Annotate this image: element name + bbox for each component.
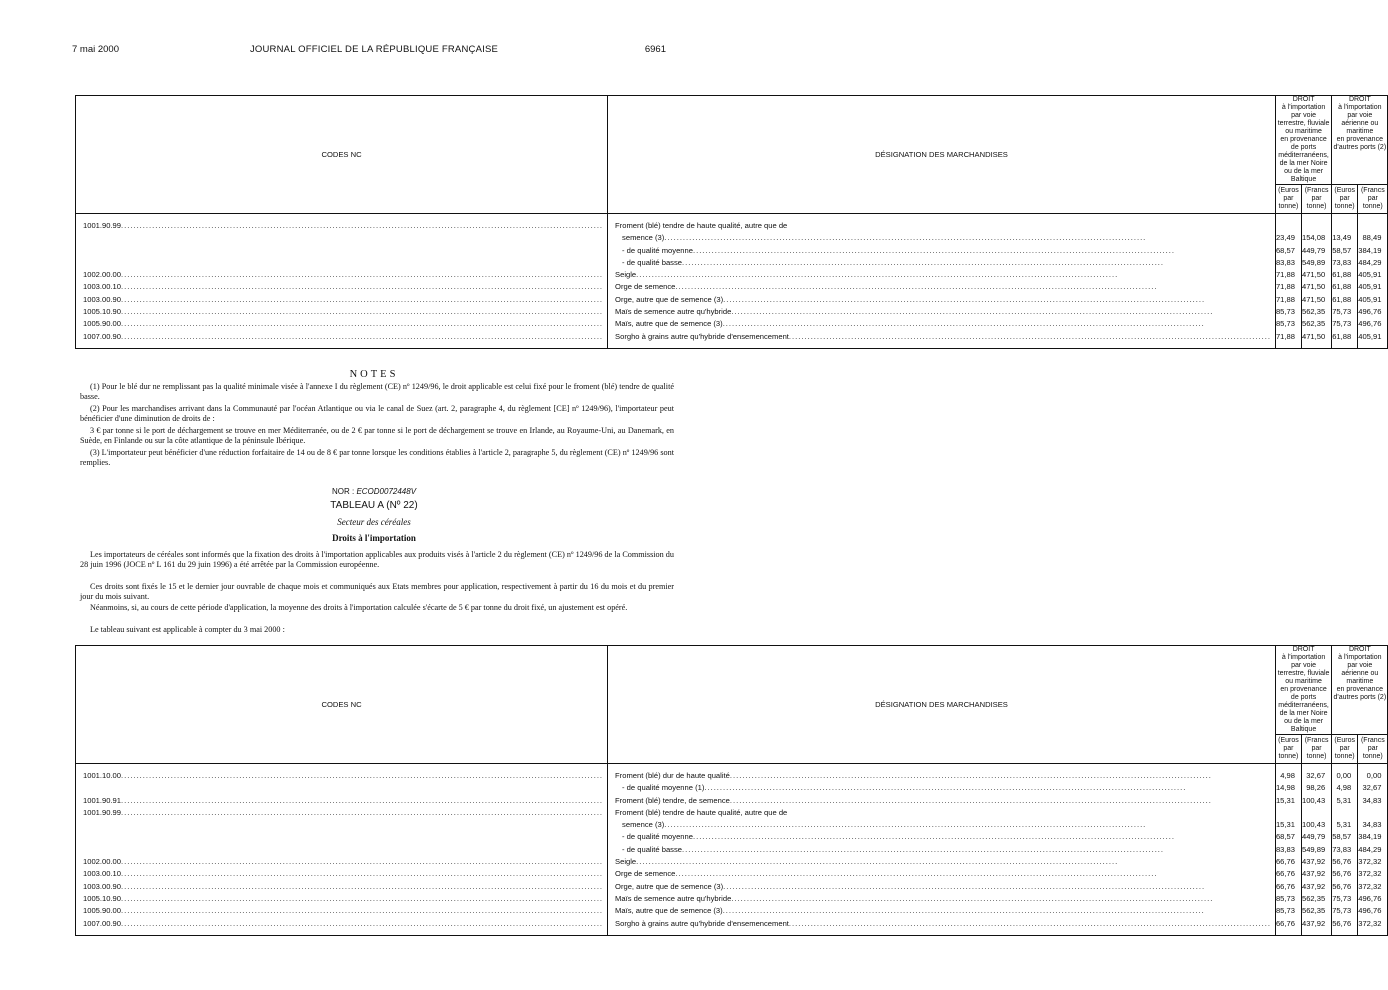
duty-value: 73,83 xyxy=(1332,844,1352,854)
duty-value: 66,76 xyxy=(1275,857,1295,867)
duty-value: 61,88 xyxy=(1332,282,1352,292)
duty-value: 23,49 xyxy=(1275,233,1295,243)
codes-nc-header: CODES NC xyxy=(76,96,608,214)
header-line: (Euros xyxy=(1278,187,1299,194)
designation-item: Maïs, autre que de semence (3) ..... xyxy=(608,318,1275,330)
duty-value: 437,92 xyxy=(1301,918,1326,928)
header-line: DROIT xyxy=(1348,96,1371,103)
paragraph-3: Néanmoins, si, au cours de cette période d'application, la moyenne des droits à l'importation calculée s'écarte de 5 € par tonne du droit fixé, un ajustement est opéré. xyxy=(90,603,628,612)
duty-value: 405,91 xyxy=(1358,331,1382,341)
header-line: méditerranéens, xyxy=(1278,152,1329,159)
note-2-detail: 3 € par tonne si le port de déchargement se trouve en mer Méditerranée, ou de 2 € par tonne si le port de déchargement se trouve en Irlande, au Royaume-Uni, au Danemark, en Suède, en Finlande ou sur la côte atlantique de la péninsule Ibérique. xyxy=(80,426,674,446)
header-line: terrestre, fluviale ou maritime xyxy=(1277,120,1330,135)
header-line: par tonne) xyxy=(1306,195,1327,210)
francs-column-1 xyxy=(1301,214,1331,349)
droits-heading: Droits à l'importation xyxy=(332,533,416,543)
page-date: 7 mai 2000 xyxy=(72,44,120,55)
paragraph-1: Les importateurs de céréales sont informés que la fixation des droits à l'importation applicables aux produits visés à l'article 2 du règlement (CE) nº 1249/96 de la Commission du 28 juin 1996 (JOCE nº L 161 du 29 juin 1996) a été arrêtée par la Commission européenne. xyxy=(80,550,674,570)
note-3: (3) L'importateur peut bénéficier d'une réduction forfaitaire de 14 ou de 8 € par tonne lorsque les conditions établies à l'article 2, paragraphe 5, du règlement (CE) nº 1249/96 sont remplies. xyxy=(80,448,674,468)
secteur-title: Secteur des céréales xyxy=(337,517,411,527)
header-line: à l'importation par voie xyxy=(1281,104,1326,119)
francs-column-2 xyxy=(1358,214,1388,349)
duty-value: 384,19 xyxy=(1358,832,1382,842)
duty-value: 484,29 xyxy=(1358,257,1382,267)
codes-column xyxy=(76,764,608,936)
duty-value: 34,83 xyxy=(1362,820,1382,830)
euros-header xyxy=(1332,185,1358,214)
duty-value: 100,43 xyxy=(1301,795,1326,805)
header-line: de la mer Noire xyxy=(1279,160,1328,167)
designation-item: Froment (blé) tendre de haute qualité, autre que de xyxy=(615,807,788,817)
header-line: (Euros xyxy=(1334,737,1356,744)
designation-item: Orge, autre que de semence (3) ..... xyxy=(608,881,1275,893)
duty-value xyxy=(1332,220,1351,232)
duties-table-1 xyxy=(75,95,1388,349)
duty-value: 85,73 xyxy=(1275,893,1295,903)
duty-value: 88,49 xyxy=(1362,233,1382,243)
duty-value: 66,76 xyxy=(1275,918,1295,928)
header-line: DROIT xyxy=(1348,646,1371,653)
designation-item: Sorgho à grains autre qu'hybride d'ensemencement ..... xyxy=(608,918,1275,930)
duty-value xyxy=(1302,807,1325,819)
duty-value: 15,31 xyxy=(1275,795,1295,805)
duty-value: 372,32 xyxy=(1358,857,1382,867)
designation-item: Orge de semence ..... xyxy=(608,281,1275,293)
duty-value: 75,73 xyxy=(1332,906,1352,916)
header-line: (Francs xyxy=(1304,187,1329,194)
tableau-title: TABLEAU A (Nº 22) xyxy=(330,500,418,511)
designation-item: Seigle ..... xyxy=(608,856,1275,868)
header-line: par tonne) xyxy=(1306,745,1327,760)
duty-value: 32,67 xyxy=(1306,771,1326,780)
header-line: en provenance xyxy=(1336,686,1383,693)
code-nc xyxy=(76,844,607,856)
duty-value: 58,57 xyxy=(1332,832,1352,842)
code-nc: 1003.00.10 ..... xyxy=(76,281,607,293)
duty-value: 471,50 xyxy=(1301,270,1326,280)
code-nc: 1002.00.00 ..... xyxy=(76,269,607,281)
duty-value: 68,57 xyxy=(1275,832,1295,842)
header-line: (Francs xyxy=(1360,187,1385,194)
duty-value xyxy=(1302,220,1325,232)
page-number: 6961 xyxy=(644,44,666,55)
header-line: par tonne) xyxy=(1334,195,1355,210)
designation-item: Maïs de semence autre qu'hybride ..... xyxy=(608,893,1275,905)
duty-value: 562,35 xyxy=(1301,319,1326,329)
code-nc xyxy=(76,782,607,794)
duty-value: 562,35 xyxy=(1301,893,1326,903)
header-line: par tonne) xyxy=(1334,745,1355,760)
duty-value: 471,50 xyxy=(1301,282,1326,292)
duty-value: 562,35 xyxy=(1301,906,1326,916)
code-nc: 1005.10.90 ..... xyxy=(76,893,607,905)
code-nc xyxy=(76,819,607,831)
code-nc: 1001.90.99 ..... xyxy=(76,807,607,819)
duty-value: 56,76 xyxy=(1332,857,1352,867)
nor-value: ECOD0072448V xyxy=(356,487,417,496)
francs-column-2 xyxy=(1358,764,1388,936)
designation-item: - de qualité moyenne (1) ..... xyxy=(608,782,1275,794)
duty-value: 5,31 xyxy=(1336,795,1352,805)
duty-value: 0,00 xyxy=(1366,771,1382,780)
duty-value: 496,76 xyxy=(1358,319,1382,329)
duty-value: 66,76 xyxy=(1275,869,1295,879)
duty-value: 372,32 xyxy=(1358,881,1382,891)
header-line: de la mer Noire xyxy=(1279,710,1328,717)
designation-header: DÉSIGNATION DES MARCHANDISES xyxy=(608,96,1276,214)
duty-value: 437,92 xyxy=(1301,857,1326,867)
duty-value: 471,50 xyxy=(1301,331,1326,341)
duty-value: 71,88 xyxy=(1275,331,1295,341)
designation-item: Froment (blé) tendre de haute qualité, autre que de xyxy=(615,221,788,230)
francs-header xyxy=(1301,185,1331,214)
code-nc xyxy=(76,232,607,244)
duty-value: 66,76 xyxy=(1275,881,1295,891)
code-nc: 1007.00.90 ..... xyxy=(76,918,607,930)
duty-value: 449,79 xyxy=(1301,832,1326,842)
droit-header-2 xyxy=(1332,646,1388,735)
designation-item: Seigle ..... xyxy=(608,269,1275,281)
designation-item: Orge, autre que de semence (3) ..... xyxy=(608,294,1275,306)
paragraph-2: Ces droits sont fixés le 15 et le dernier jour ouvrable de chaque mois et communiqués aux Etats membres pour application, respectivement à partir du 16 du mois et du premier jour du mois suivant. xyxy=(80,582,674,602)
duty-value: 71,88 xyxy=(1275,282,1295,292)
codes-column xyxy=(76,214,608,349)
nor-reference xyxy=(0,487,748,496)
designation-item: - de qualité moyenne ..... xyxy=(608,831,1275,843)
header-line: aérienne ou maritime xyxy=(1341,670,1379,685)
duty-value: 0,00 xyxy=(1336,771,1352,780)
droit-header-1 xyxy=(1275,96,1331,185)
duty-value: 56,76 xyxy=(1332,881,1352,891)
euros-header xyxy=(1275,185,1301,214)
code-nc xyxy=(76,245,607,257)
duty-value: 100,43 xyxy=(1301,820,1326,830)
francs-column-1 xyxy=(1301,764,1331,936)
duty-value: 83,83 xyxy=(1275,844,1295,854)
paragraph-4: Le tableau suivant est applicable à compter du 3 mai 2000 : xyxy=(90,625,285,634)
header-line: par tonne) xyxy=(1278,745,1299,760)
francs-header xyxy=(1358,735,1388,764)
header-line: en provenance de ports xyxy=(1280,686,1327,701)
duty-value xyxy=(1358,807,1381,819)
euros-column-2 xyxy=(1332,764,1358,936)
header-line: d'autres ports (2) xyxy=(1333,694,1387,701)
designation-item: Maïs de semence autre qu'hybride ..... xyxy=(608,306,1275,318)
code-nc xyxy=(76,257,607,269)
designation-item: semence (3) ..... xyxy=(608,819,1275,831)
designation-item: Orge de semence ..... xyxy=(608,868,1275,880)
code-nc xyxy=(76,831,607,843)
designation-item: - de qualité basse ..... xyxy=(608,257,1275,269)
code-nc: 1002.00.00 ..... xyxy=(76,856,607,868)
header-line: terrestre, fluviale ou maritime xyxy=(1277,670,1330,685)
duty-value xyxy=(1276,220,1295,232)
header-line: d'autres ports (2) xyxy=(1333,144,1387,151)
duty-value: 549,89 xyxy=(1301,844,1326,854)
duty-value: 496,76 xyxy=(1358,307,1382,317)
duty-value xyxy=(1358,220,1381,232)
duty-value: 5,31 xyxy=(1336,820,1352,830)
designation-item: semence (3) ..... xyxy=(608,232,1275,244)
code-nc: 1005.90.00 ..... xyxy=(76,318,607,330)
header-line: DROIT xyxy=(1292,96,1315,103)
duty-value: 56,76 xyxy=(1332,918,1352,928)
code-nc: 1005.10.90 ..... xyxy=(76,306,607,318)
header-line: en provenance xyxy=(1336,136,1383,143)
euros-column-2 xyxy=(1332,214,1358,349)
francs-header xyxy=(1301,735,1331,764)
duty-value: 68,57 xyxy=(1275,245,1295,255)
duty-value: 496,76 xyxy=(1358,893,1382,903)
duty-value: 61,88 xyxy=(1332,331,1352,341)
duty-value: 372,32 xyxy=(1358,918,1382,928)
duty-value xyxy=(1276,807,1295,819)
header-line: par tonne) xyxy=(1278,195,1299,210)
duty-value xyxy=(1332,807,1351,819)
header-line: en provenance de ports xyxy=(1280,136,1327,151)
duty-value: 562,35 xyxy=(1301,307,1326,317)
duty-value: 372,32 xyxy=(1358,869,1382,879)
header-line: à l'importation par voie xyxy=(1338,654,1382,669)
droit-header-2 xyxy=(1332,96,1388,185)
header-line: (Euros xyxy=(1278,737,1299,744)
duty-value: 32,67 xyxy=(1362,783,1382,793)
code-nc: 1003.00.90 ..... xyxy=(76,881,607,893)
header-line: DROIT xyxy=(1292,646,1315,653)
code-nc: 1003.00.90 ..... xyxy=(76,294,607,306)
header-line: ou de la mer Baltique xyxy=(1284,718,1324,733)
header-line: (Euros xyxy=(1334,187,1356,194)
duty-value: 384,19 xyxy=(1358,245,1382,255)
header-line: ou de la mer Baltique xyxy=(1284,168,1324,183)
header-line: (Francs xyxy=(1304,737,1329,744)
code-nc: 1001.90.99 ..... xyxy=(76,220,607,232)
duty-value: 85,73 xyxy=(1275,319,1295,329)
duty-value: 4,98 xyxy=(1336,783,1352,793)
notes-title: NOTES xyxy=(349,369,399,380)
duty-value: 75,73 xyxy=(1332,319,1352,329)
duty-value: 71,88 xyxy=(1275,270,1295,280)
designation-item: - de qualité moyenne ..... xyxy=(608,245,1275,257)
duty-value: 61,88 xyxy=(1332,270,1352,280)
duty-value: 449,79 xyxy=(1301,245,1326,255)
duty-value: 437,92 xyxy=(1301,869,1326,879)
code-nc: 1001.90.91 ..... xyxy=(76,795,607,807)
duty-value: 58,57 xyxy=(1332,245,1352,255)
duty-value: 4,98 xyxy=(1280,771,1295,780)
codes-nc-header: CODES NC xyxy=(76,646,608,764)
designation-item: Maïs, autre que de semence (3) ..... xyxy=(608,905,1275,917)
duty-value: 405,91 xyxy=(1358,270,1382,280)
duty-value: 85,73 xyxy=(1275,307,1295,317)
duty-value: 549,89 xyxy=(1301,257,1326,267)
duty-value: 484,29 xyxy=(1358,844,1382,854)
code-nc: 1007.00.90 ..... xyxy=(76,331,607,343)
header-line: par tonne) xyxy=(1362,745,1383,760)
note-1: (1) Pour le blé dur ne remplissant pas la qualité minimale visée à l'annexe I du règlement (CE) nº 1249/96, le droit applicable est celui fixé pour le froment (blé) tendre de qualité basse. xyxy=(80,382,674,402)
duty-value: 85,73 xyxy=(1275,906,1295,916)
header-line: aérienne ou maritime xyxy=(1341,120,1379,135)
header-line: (Francs xyxy=(1360,737,1385,744)
duty-value: 405,91 xyxy=(1358,294,1382,304)
euros-column-1 xyxy=(1275,764,1301,936)
duty-value: 154,08 xyxy=(1301,233,1326,243)
duty-value: 13,49 xyxy=(1332,233,1352,243)
duty-value: 56,76 xyxy=(1332,869,1352,879)
designation-column xyxy=(608,764,1276,936)
duty-value: 83,83 xyxy=(1275,257,1295,267)
nor-label: NOR : xyxy=(331,487,355,496)
code-nc: 1001.10.00 ..... xyxy=(76,770,607,782)
designation-column xyxy=(608,214,1276,349)
note-2: (2) Pour les marchandises arrivant dans la Communauté par l'océan Atlantique ou via le canal de Suez (art. 2, paragraphe 4, du règlement [CE] nº 1249/96), l'importateur peut bénéficier d'une diminution de droits de : xyxy=(80,404,674,424)
duty-value: 15,31 xyxy=(1275,820,1295,830)
designation-item: Froment (blé) tendre, de semence ..... xyxy=(608,795,1275,807)
duty-value: 71,88 xyxy=(1275,294,1295,304)
droit-header-1 xyxy=(1275,646,1331,735)
designation-item: Sorgho à grains autre qu'hybride d'ensemencement ..... xyxy=(608,331,1275,343)
euros-column-1 xyxy=(1275,214,1301,349)
code-nc: 1005.90.00 ..... xyxy=(76,905,607,917)
duty-value: 437,92 xyxy=(1301,881,1326,891)
duties-table-2 xyxy=(75,645,1388,936)
euros-header xyxy=(1332,735,1358,764)
duty-value: 75,73 xyxy=(1332,307,1352,317)
duty-value: 73,83 xyxy=(1332,257,1352,267)
code-nc: 1003.00.10 ..... xyxy=(76,868,607,880)
header-line: par tonne) xyxy=(1362,195,1383,210)
duty-value: 405,91 xyxy=(1358,282,1382,292)
header-line: méditerranéens, xyxy=(1278,702,1329,709)
francs-header xyxy=(1358,185,1388,214)
duty-value: 75,73 xyxy=(1332,893,1352,903)
duty-value: 61,88 xyxy=(1332,294,1352,304)
designation-item: Froment (blé) dur de haute qualité ..... xyxy=(608,770,1275,782)
duty-value: 14,98 xyxy=(1275,783,1295,793)
duty-value: 98,26 xyxy=(1306,783,1326,793)
duty-value: 471,50 xyxy=(1301,294,1326,304)
journal-title: JOURNAL OFFICIEL DE LA RÉPUBLIQUE FRANÇAISE xyxy=(249,44,499,55)
header-line: à l'importation par voie xyxy=(1338,104,1382,119)
euros-header xyxy=(1275,735,1301,764)
duty-value: 34,83 xyxy=(1362,795,1382,805)
designation-header: DÉSIGNATION DES MARCHANDISES xyxy=(608,646,1276,764)
duty-value: 496,76 xyxy=(1358,906,1382,916)
designation-item: - de qualité basse ..... xyxy=(608,844,1275,856)
header-line: à l'importation par voie xyxy=(1281,654,1326,669)
